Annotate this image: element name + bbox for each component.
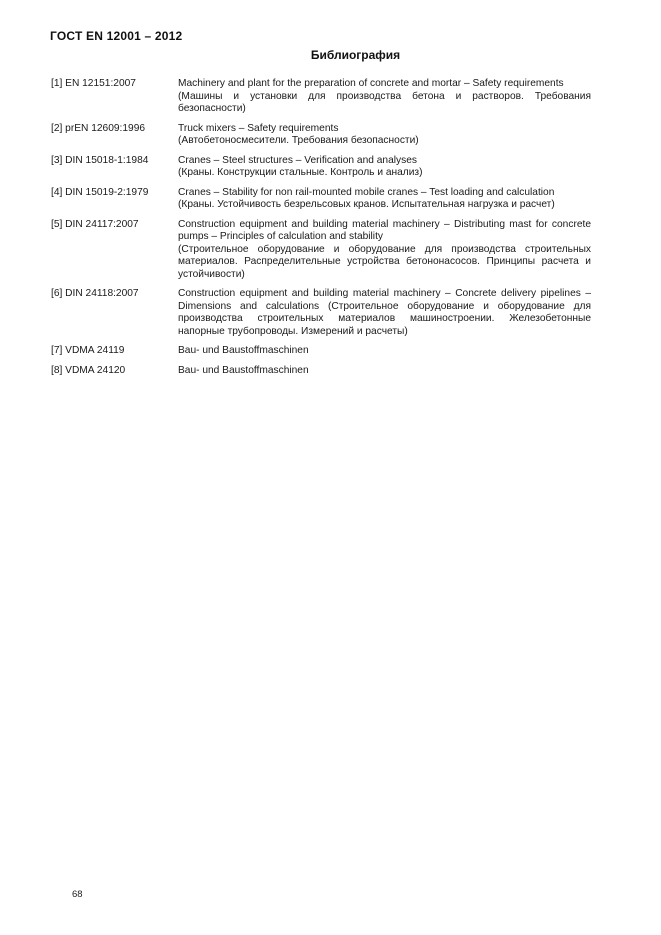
bibliography-entry xyxy=(51,345,591,358)
bibliography-entry xyxy=(51,288,591,338)
reference-title-en: Construction equipment and building material machinery – Concrete delivery pipelines – Dimensions and calculations (Строительное оборудование и оборудование для производства строительных материалов машиностроении. Железобетонные напорные трубопроводы. Измерений и расчеты) xyxy=(178,288,591,337)
reference-body xyxy=(178,345,591,358)
bibliography-entry xyxy=(51,78,591,116)
reference-id: [3] DIN 15018-1:1984 xyxy=(51,154,149,166)
page-number: 68 xyxy=(72,889,83,900)
reference-title-en: Construction equipment and building material machinery – Distributing mast for concrete pumps – Principles of calculation and stability xyxy=(178,218,591,242)
reference-title-en: Cranes – Steel structures – Verification and analyses xyxy=(178,154,417,166)
bibliography-list xyxy=(51,78,591,384)
page-title: Библиография xyxy=(310,48,401,62)
reference-body xyxy=(178,123,591,148)
reference-id: [7] VDMA 24119 xyxy=(51,345,125,356)
reference-title-ru: (Краны. Конструкции стальные. Контроль и анализ) xyxy=(178,167,423,178)
reference-title-en: Cranes – Stability for non rail-mounted mobile cranes – Test loading and calculation xyxy=(178,186,555,198)
bibliography-entry xyxy=(51,123,591,148)
bibliography-entry xyxy=(51,187,591,212)
reference-title-ru: (Строительное оборудование и оборудование для производства строительных материалов. Распределительные устройства бетононасосов. Принципы расчета и устойчивости) xyxy=(178,243,591,280)
reference-title-ru: (Автобетоносмесители. Требования безопасности) xyxy=(178,135,419,146)
reference-body xyxy=(178,365,591,378)
reference-body xyxy=(178,288,591,338)
reference-title-ru: (Краны. Устойчивость безрельсовых кранов. Испытательная нагрузка и расчет) xyxy=(178,199,555,210)
reference-title-en: Bau- und Baustoffmaschinen xyxy=(178,364,309,376)
reference-id: [8] VDMA 24120 xyxy=(51,364,126,376)
reference-body xyxy=(178,78,591,116)
reference-body xyxy=(178,187,591,212)
reference-body xyxy=(178,219,591,282)
reference-title-en: Truck mixers – Safety requirements xyxy=(178,122,339,134)
standard-designation: ГОСТ EN 12001 – 2012 xyxy=(50,29,183,43)
bibliography-entry xyxy=(51,155,591,180)
reference-id: [6] DIN 24118:2007 xyxy=(51,288,139,299)
bibliography-entry xyxy=(51,219,591,282)
reference-id: [4] DIN 15019-2:1979 xyxy=(51,186,149,198)
reference-title-en: Bau- und Baustoffmaschinen xyxy=(178,345,309,356)
reference-body xyxy=(178,155,591,180)
reference-title-ru: (Машины и установки для производства бетона и растворов. Требования безопасности) xyxy=(178,90,591,114)
reference-title-en: Machinery and plant for the preparation of concrete and mortar – Safety requirements xyxy=(178,78,564,89)
reference-id: [2] prEN 12609:1996 xyxy=(51,122,146,134)
bibliography-entry xyxy=(51,365,591,378)
reference-id: [1] EN 12151:2007 xyxy=(51,78,136,89)
reference-id: [5] DIN 24117:2007 xyxy=(51,218,139,230)
